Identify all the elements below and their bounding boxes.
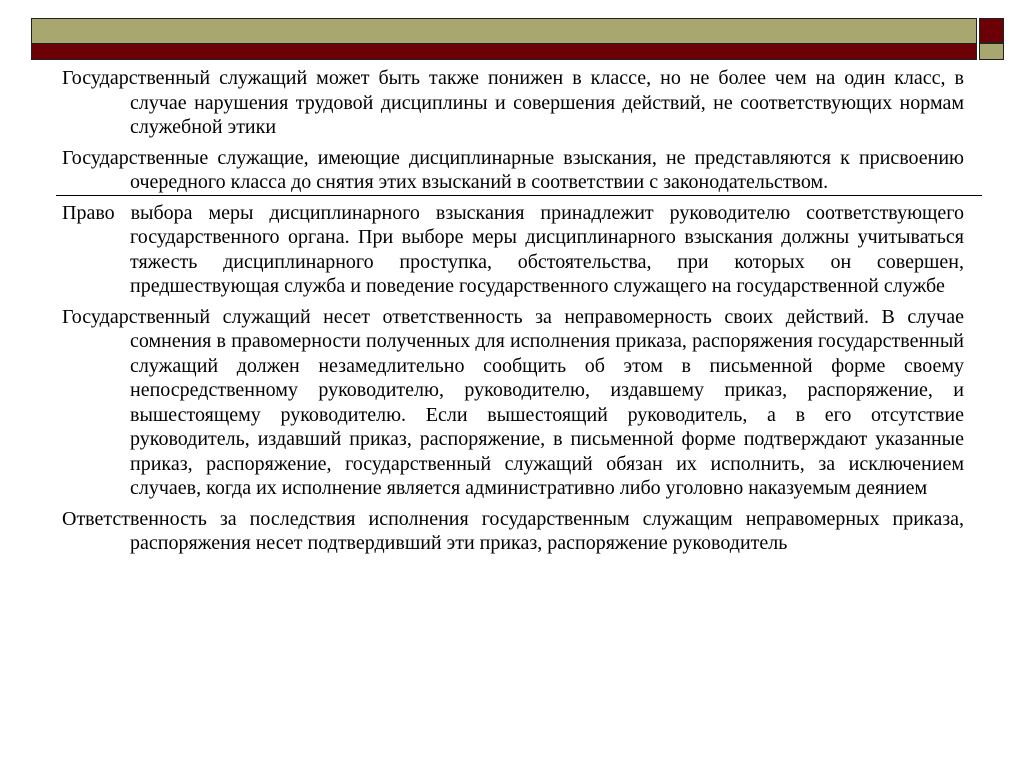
paragraph-responsibility: Государственный служащий несет ответственность за неправомерность своих действий. В случае сомнения в правомерности полученных для исполнения приказа, распоряжения государственный служащий должен незамедлительно сообщить об этом в письменной форме своему непосредственному руководителю, руководителю, издавшему приказ, распоряжение, и вышестоящему руководителю. Если вышестоящий руководитель, а в его отсутствие руководитель, издавший приказ, распоряжение, в письменной форме подтверждают указанные приказ, распоряжение, государственный служащий обязан их исполнить, за исключением случаев, когда их исполнение является административно либо уголовно наказуемым деянием [62, 305, 964, 499]
paragraph-consequences: Ответственность за последствия исполнения государственным служащим неправомерных приказа, распоряжения несет подтвердивший эти приказ, распоряжение руководитель [62, 507, 964, 554]
paragraph-demotion: Государственный служащий может быть также понижен в классе, но не более чем на один класс, в случае нарушения трудовой дисциплины и совершения действий, не соответствующих нормам служебной этики [62, 67, 964, 138]
corner-square-olive [979, 43, 1004, 60]
paragraph-penalties: Государственные служащие, имеющие дисциплинарные взыскания, не представляются к присвоению очередного класса до снятия этих взысканий в соответствии с законодательством. [62, 146, 964, 193]
corner-square-maroon [979, 18, 1004, 43]
header-bar-olive [31, 18, 977, 44]
slide-body [62, 66, 964, 562]
header-bar-maroon [31, 43, 977, 60]
paragraph-choice-of-penalty: Право выбора меры дисциплинарного взыскания принадлежит руководителю соответствующего государственного органа. При выборе меры дисциплинарного взыскания должны учитываться тяжесть дисциплинарного проступка, обстоятельства, при которых он совершен, предшествующая служба и поведение государственного служащего на государственной службе [62, 201, 964, 297]
